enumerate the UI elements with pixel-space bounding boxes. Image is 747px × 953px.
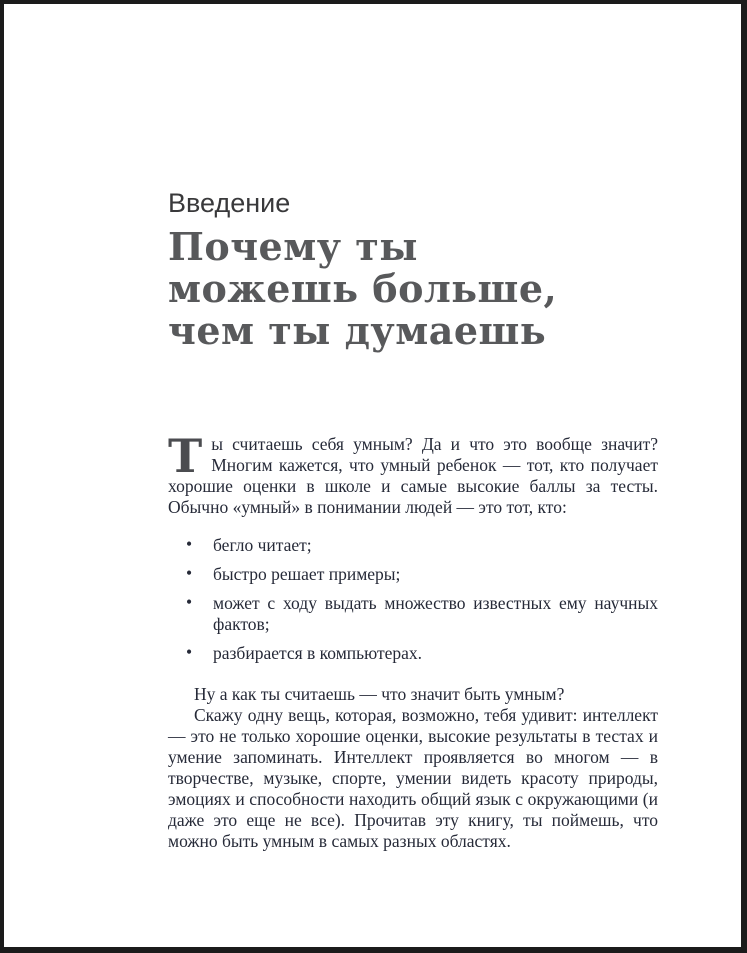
list-item: • разбирается в компьютерах. xyxy=(213,643,658,664)
chapter-title xyxy=(168,226,658,352)
lead-paragraph xyxy=(168,429,658,518)
list-item: • быстро решает примеры; xyxy=(213,564,658,585)
question-paragraph: Ну а как ты считаешь — что значит быть умным? xyxy=(194,684,565,704)
list-item: • бегло читает; xyxy=(213,535,658,556)
explanation-paragraph: Скажу одну вещь, которая, возможно, тебя удивит: интеллект — это не только хорошие оценки, высокие результаты в тестах и умение запоминать. Интеллект проявляется во многом — в творчестве, музыке, спорте, умении видеть красоту природы, эмоциях и способности находить общий язык с окружающими (и даже это еще не все). Прочитав эту книгу, ты поймешь, что можно быть умным в самых разных областях. xyxy=(168,705,658,851)
chapter-title-line-1: Почему ты xyxy=(168,224,418,269)
lead-paragraph-text: ы считаешь себя умным? Да и что это вообще значит? Многим кажется, что умный ребенок — тот, кто получает хорошие оценки в школе и самые высокие баллы за тесты. Обычно «умный» в понимании людей — это тот, кто: xyxy=(168,434,658,517)
text-column xyxy=(168,4,658,852)
chapter-title-line-2: можешь больше, xyxy=(168,266,558,311)
smart-traits-list xyxy=(168,535,658,664)
drop-cap: Т xyxy=(168,429,203,483)
chapter-kicker: Введение xyxy=(168,188,291,218)
list-item: • может с ходу выдать множество известных ему научных фактов; xyxy=(213,593,658,635)
chapter-title-line-3: чем ты думаешь xyxy=(168,308,547,353)
